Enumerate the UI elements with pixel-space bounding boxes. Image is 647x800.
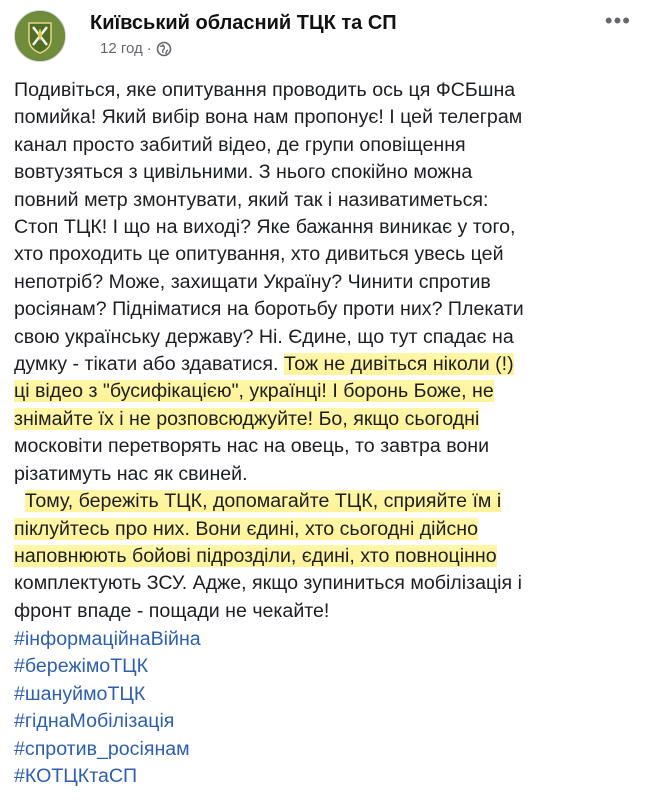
post-line xyxy=(14,214,639,241)
post-line-text: комплектують ЗСУ. Адже, якщо зупиниться мобілізація і xyxy=(14,572,522,595)
post-line-text: непотріб? Може, захищати Україну? Чинити спротив xyxy=(14,270,491,293)
post-line xyxy=(14,378,639,405)
post-line xyxy=(14,516,639,543)
highlighted-text: наповнюють бойові підрозділи, єдині, хто повноцінно xyxy=(14,544,497,567)
post-line xyxy=(14,570,639,597)
highlighted-text: Тож не дивіться ніколи (!) xyxy=(283,353,514,376)
hashtag-link[interactable]: #КОТЦКтаСП xyxy=(14,765,138,788)
post-line xyxy=(14,406,639,433)
post-line-text xyxy=(14,490,25,512)
post-meta xyxy=(100,40,172,57)
hashtag-link[interactable]: #спротив_росіянам xyxy=(14,737,190,760)
highlighted-text: Тому, бережіть ТЦК, допомагайте ТЦК, сприяйте їм і xyxy=(24,490,502,513)
post-line xyxy=(14,132,639,159)
post-line-text: Стоп ТЦК! І що на виході? Яке бажання виникає у того, xyxy=(14,216,516,239)
post-line-text: різатимуть нас як свиней. xyxy=(14,462,248,485)
page-avatar[interactable] xyxy=(14,10,66,62)
globe-icon xyxy=(156,41,172,57)
post-line-text: Подивіться, яке опитування проводить ось ця ФСБшна xyxy=(14,79,516,101)
post-line-text: повний метр змонтувати, який так і називатиметься: xyxy=(14,188,489,211)
more-options-icon[interactable]: ••• xyxy=(604,8,631,33)
post-line xyxy=(14,488,639,515)
post-line xyxy=(14,77,639,104)
post-line xyxy=(14,351,639,378)
hashtag-link[interactable]: #шануймоТЦК xyxy=(14,682,146,705)
hashtag-list xyxy=(14,626,639,790)
post-line xyxy=(14,433,639,460)
hashtag-link[interactable]: #гіднаМобілізація xyxy=(14,710,175,733)
hashtag-link[interactable]: #бережімоТЦК xyxy=(14,655,149,678)
highlighted-text: ці відео з "бусифікацією", українці! І боронь Боже, не xyxy=(14,380,494,403)
page-name[interactable]: Київський обласний ТЦК та СП xyxy=(90,12,397,34)
post-line xyxy=(14,241,639,268)
post-line-text: росіянам? Підніматися на боротьбу проти них? Плекати xyxy=(14,298,524,321)
post-header xyxy=(14,10,633,62)
post-line-text: московіти перетворять нас на овець, то завтра вони xyxy=(14,435,490,458)
post-line-text: канал просто забитий відео, де групи оповіщення xyxy=(14,133,466,156)
post-line xyxy=(14,543,639,570)
post-line xyxy=(14,324,639,351)
post-line xyxy=(14,104,639,131)
post-text xyxy=(14,77,639,625)
post-line xyxy=(14,269,639,296)
post-line xyxy=(14,461,639,488)
highlighted-text: знімайте їх і не розповсюджуйте! Бо, якщо сьогодні xyxy=(14,407,480,430)
post-line xyxy=(14,296,639,323)
meta-separator: · xyxy=(146,40,152,57)
post-line-text: свою українську державу? Ні. Єдине, що тут спадає на xyxy=(14,325,514,348)
post-line-text: хто проходить це опитування, хто дивиться увесь цей xyxy=(14,243,504,266)
post-line-text: фронт впаде - пощади не чекайте! xyxy=(14,599,330,622)
hashtag-link[interactable]: #інформаційнаВійна xyxy=(14,628,201,650)
emblem-icon xyxy=(15,11,65,61)
post-line-text: думку - тікати або здаватися. xyxy=(14,353,284,376)
highlighted-text: піклуйтесь про них. Вони єдині, хто сьогодні дійсно xyxy=(14,517,478,540)
post-timestamp[interactable]: 12 год xyxy=(100,40,143,57)
post-line-text: вовтузяться з цивільними. З нього спокійно можна xyxy=(14,161,473,184)
post-line xyxy=(14,187,639,214)
post-line xyxy=(14,159,639,186)
post-line xyxy=(14,598,639,625)
post-line-text: помийка! Який вибір вона нам пропонує! І цей телеграм xyxy=(14,106,523,129)
